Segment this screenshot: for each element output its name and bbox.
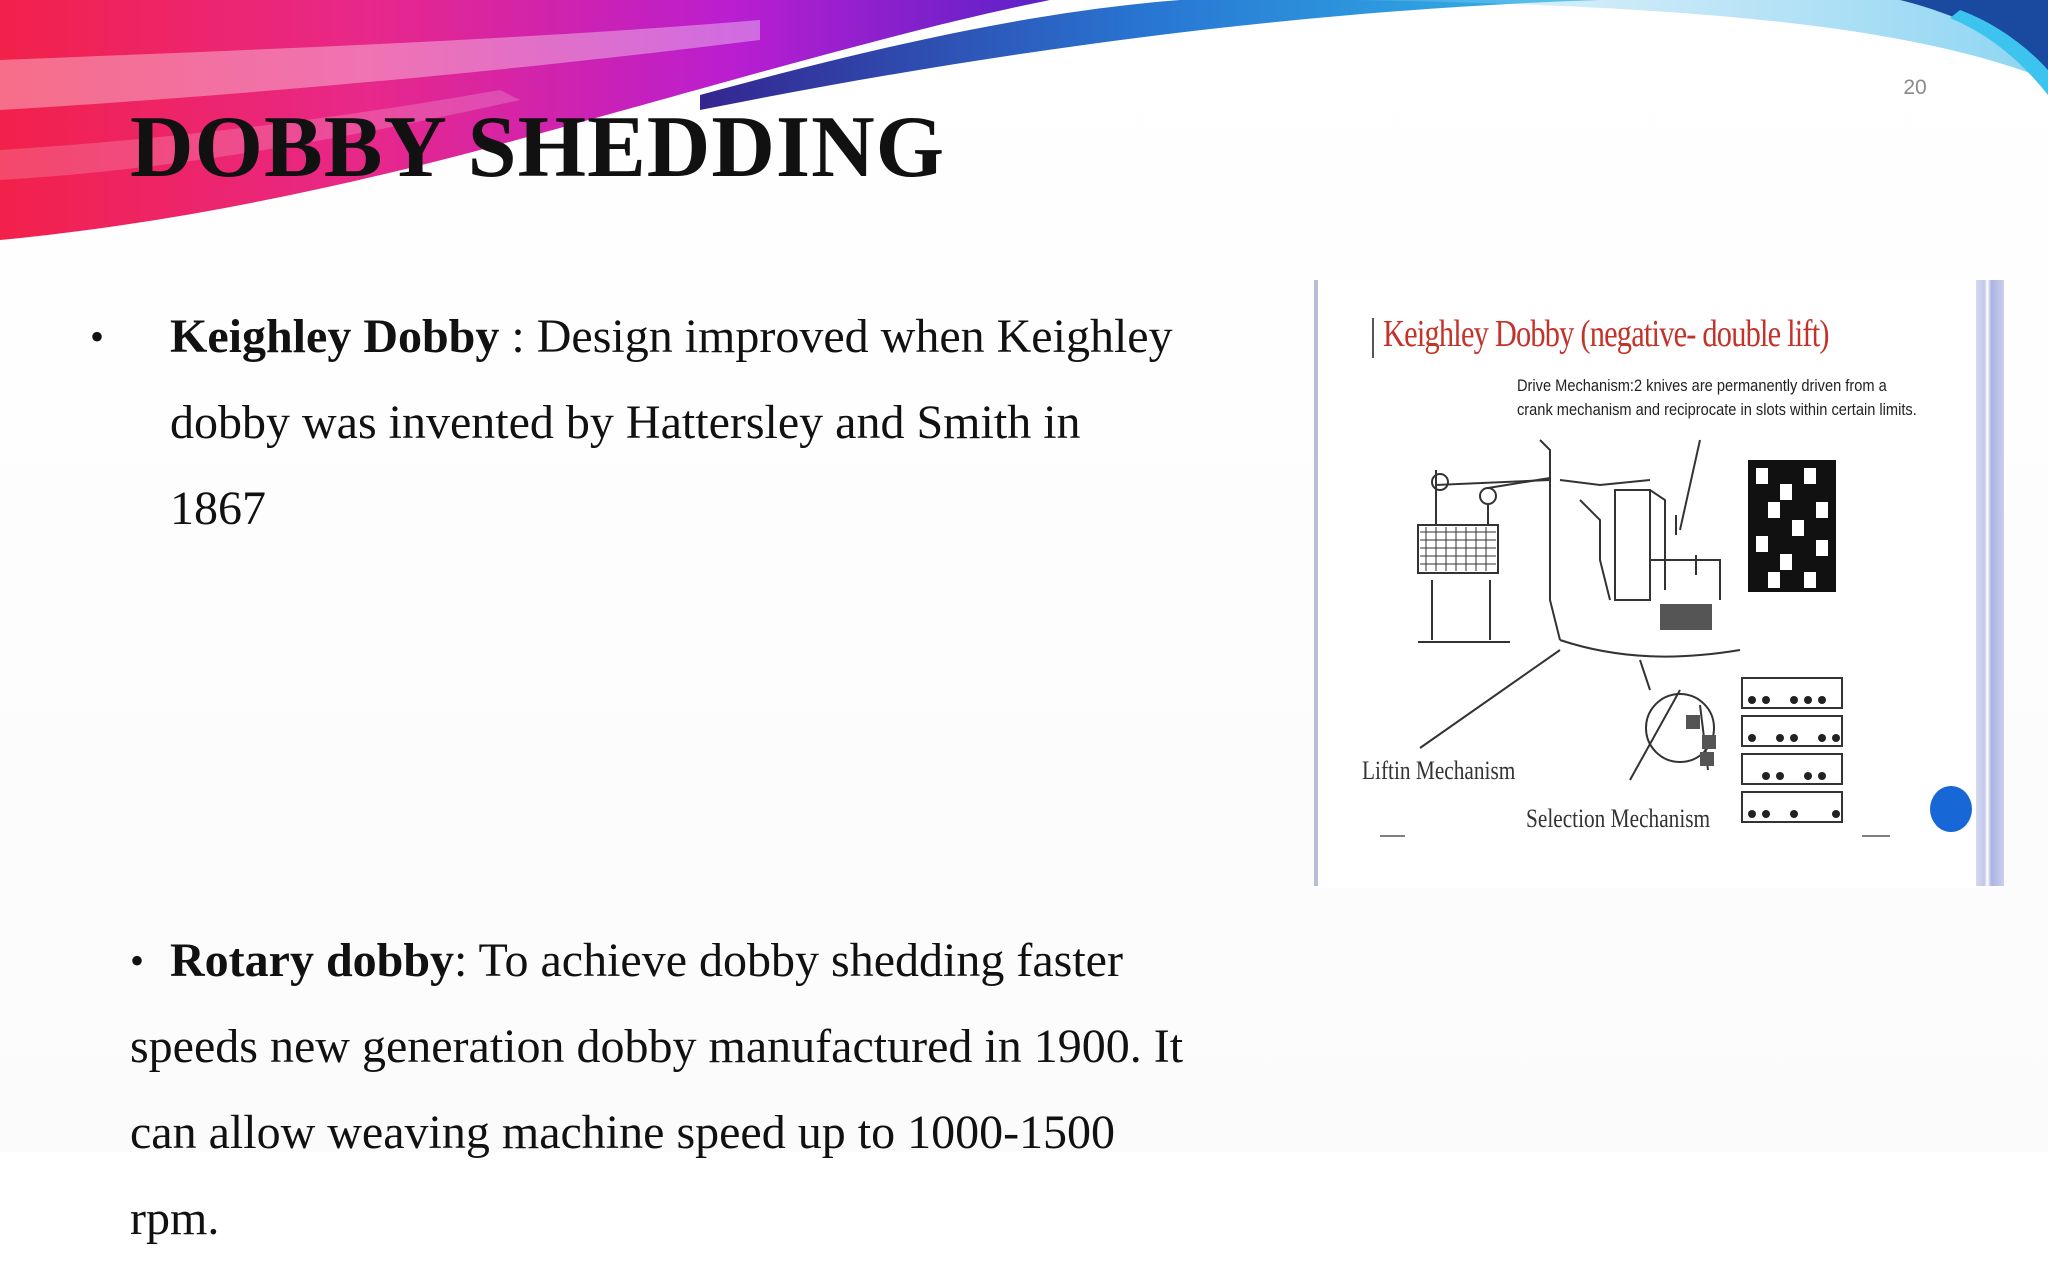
bullet-text-line: speeds new generation dobby manufactured in 1900. It [130, 1020, 1184, 1073]
bullet-text-line: 1867 [170, 482, 266, 535]
figure-drive-mechanism-text: Drive Mechanism:2 knives are permanently driven from a crank mechanism and reciprocate in slots within certain limits. [1517, 376, 1917, 419]
bullet-text-line: To achieve dobby shedding faster [478, 934, 1123, 987]
bullet-text-line: rpm. [130, 1192, 220, 1245]
term-rotary-dobby: Rotary dobby [170, 934, 455, 987]
selection-mechanism-label: Selection Mechanism [1526, 804, 1711, 833]
term-keighley-dobby: Keighley Dobby [170, 310, 500, 363]
bullet-text-line: can allow weaving machine speed up to 1000-1500 [130, 1106, 1116, 1159]
slide-title: DOBBY SHEDDING [130, 99, 946, 196]
bullet-dot: • [130, 938, 145, 983]
bullet-text-line: Design improved when Keighley [536, 310, 1173, 363]
bullet-dot: • [90, 314, 105, 359]
lifting-mechanism-label: Liftin Mechanism [1362, 756, 1516, 785]
separator: : [454, 934, 479, 987]
separator: : [499, 310, 537, 363]
bullet-text-line: dobby was invented by Hattersley and Smith in [170, 396, 1081, 449]
accent-dot [1930, 786, 1972, 832]
page-number: 20 [1903, 76, 1927, 99]
figure-title: Keighley Dobby (negative- double lift) [1383, 313, 1829, 355]
